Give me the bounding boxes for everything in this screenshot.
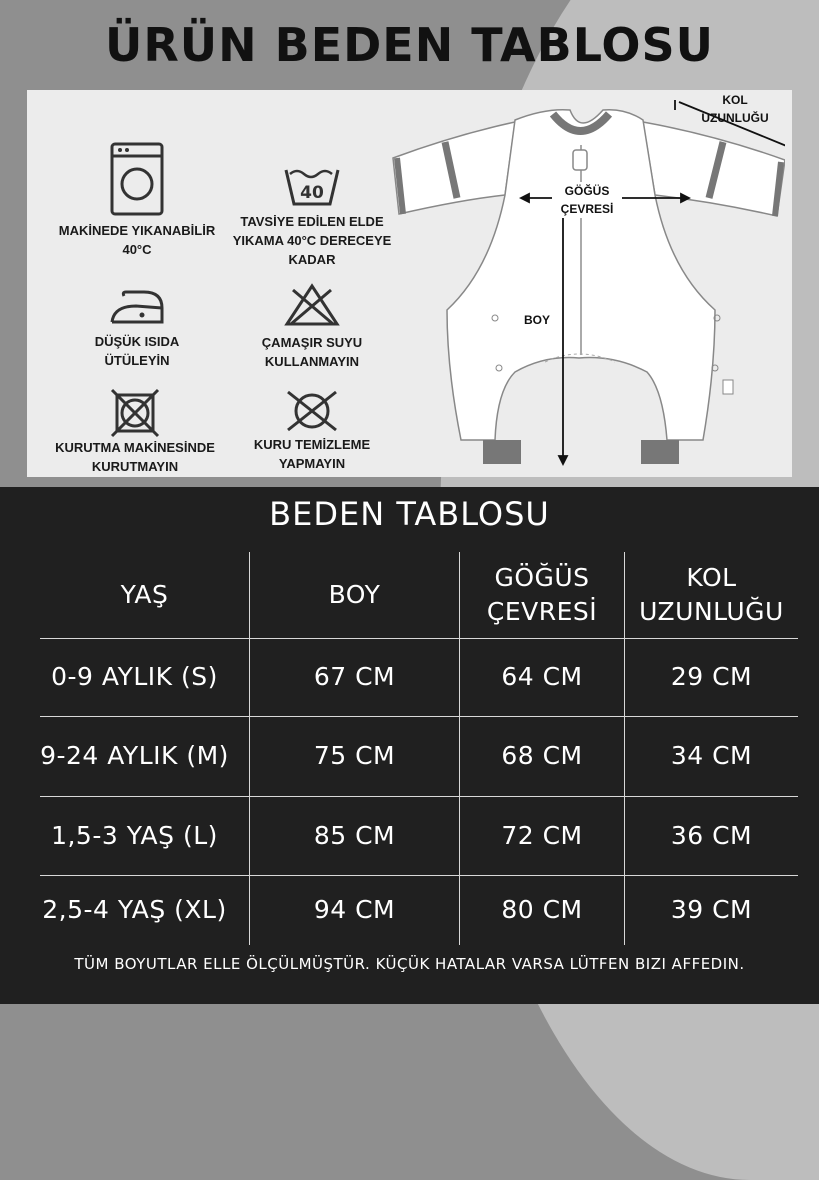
svg-text:40: 40	[300, 183, 324, 203]
table-cell-chest: 64 CM	[501, 662, 583, 691]
table-cell-length: 94 CM	[313, 895, 396, 924]
care-label: ÇAMAŞIR SUYU KULLANMAYIN	[261, 335, 363, 369]
no-bleach-icon	[283, 282, 341, 328]
table-cell-age: 0-9 AYLIK (S)	[51, 662, 218, 691]
table-cell-length: 75 CM	[313, 741, 396, 770]
care-item-no-dry-clean	[232, 390, 392, 473]
table-cell-age: 1,5-3 YAŞ (L)	[51, 820, 218, 850]
sleepsuit-illustration	[385, 100, 785, 470]
sleeve-length-label: KOL UZUNLUĞU	[701, 93, 769, 125]
page-title: ÜRÜN BEDEN TABLOSU	[105, 18, 714, 72]
care-item-machine-wash	[57, 142, 217, 259]
table-cell-sleeve: 39 CM	[670, 895, 753, 924]
care-label: KURU TEMİZLEME YAPMAYIN	[253, 437, 371, 471]
header-length: BOY	[328, 580, 381, 609]
table-title: BEDEN TABLOSU	[269, 495, 550, 533]
table-cell-sleeve: 34 CM	[670, 741, 753, 770]
table-cell-age: 2,5-4 YAŞ (XL)	[42, 895, 227, 924]
care-item-no-tumble-dry	[45, 388, 225, 476]
no-dry-clean-icon	[284, 390, 340, 432]
no-tumble-dry-icon	[110, 388, 160, 438]
table-cell-length: 67 CM	[313, 662, 396, 691]
care-label: MAKİNEDE YIKANABİLİR 40°C	[58, 223, 216, 257]
washing-machine-icon	[110, 142, 164, 216]
low-heat-iron-icon	[106, 286, 168, 326]
care-label: DÜŞÜK ISIDA ÜTÜLEYİN	[94, 334, 180, 368]
chest-label: GÖĞÜS ÇEVRESİ	[552, 182, 622, 218]
care-and-diagram-panel	[27, 90, 792, 477]
hand-wash-40-icon	[282, 162, 342, 208]
header-sleeve: KOL UZUNLUĞU	[639, 563, 784, 626]
table-cell-age: 9-24 AYLIK (M)	[40, 741, 229, 770]
size-table-panel	[0, 487, 819, 1004]
table-cell-length: 85 CM	[313, 820, 396, 850]
care-item-iron	[67, 286, 207, 370]
length-label: BOY	[515, 311, 559, 329]
table-cell-sleeve: 29 CM	[670, 662, 753, 691]
care-item-no-bleach	[237, 282, 387, 371]
table-cell-sleeve: 36 CM	[670, 820, 753, 850]
table-cell-chest: 68 CM	[501, 741, 583, 770]
care-label: KURUTMA MAKİNESİNDE KURUTMAYIN	[55, 440, 215, 474]
table-cell-chest: 72 CM	[501, 820, 583, 850]
header-age: YAŞ	[120, 580, 169, 609]
measurement-disclaimer: TÜM BOYUTLAR ELLE ÖLÇÜLMÜŞTÜR. KÜÇÜK HATALAR VARSA LÜTFEN BIZI AFFEDIN.	[74, 955, 745, 973]
care-label: TAVSİYE EDİLEN ELDE YIKAMA 40°C DERECEYE KADAR	[232, 214, 392, 267]
header-chest: GÖĞÜS ÇEVRESİ	[486, 563, 598, 626]
care-item-hand-wash	[227, 162, 397, 269]
table-cell-chest: 80 CM	[501, 895, 583, 924]
